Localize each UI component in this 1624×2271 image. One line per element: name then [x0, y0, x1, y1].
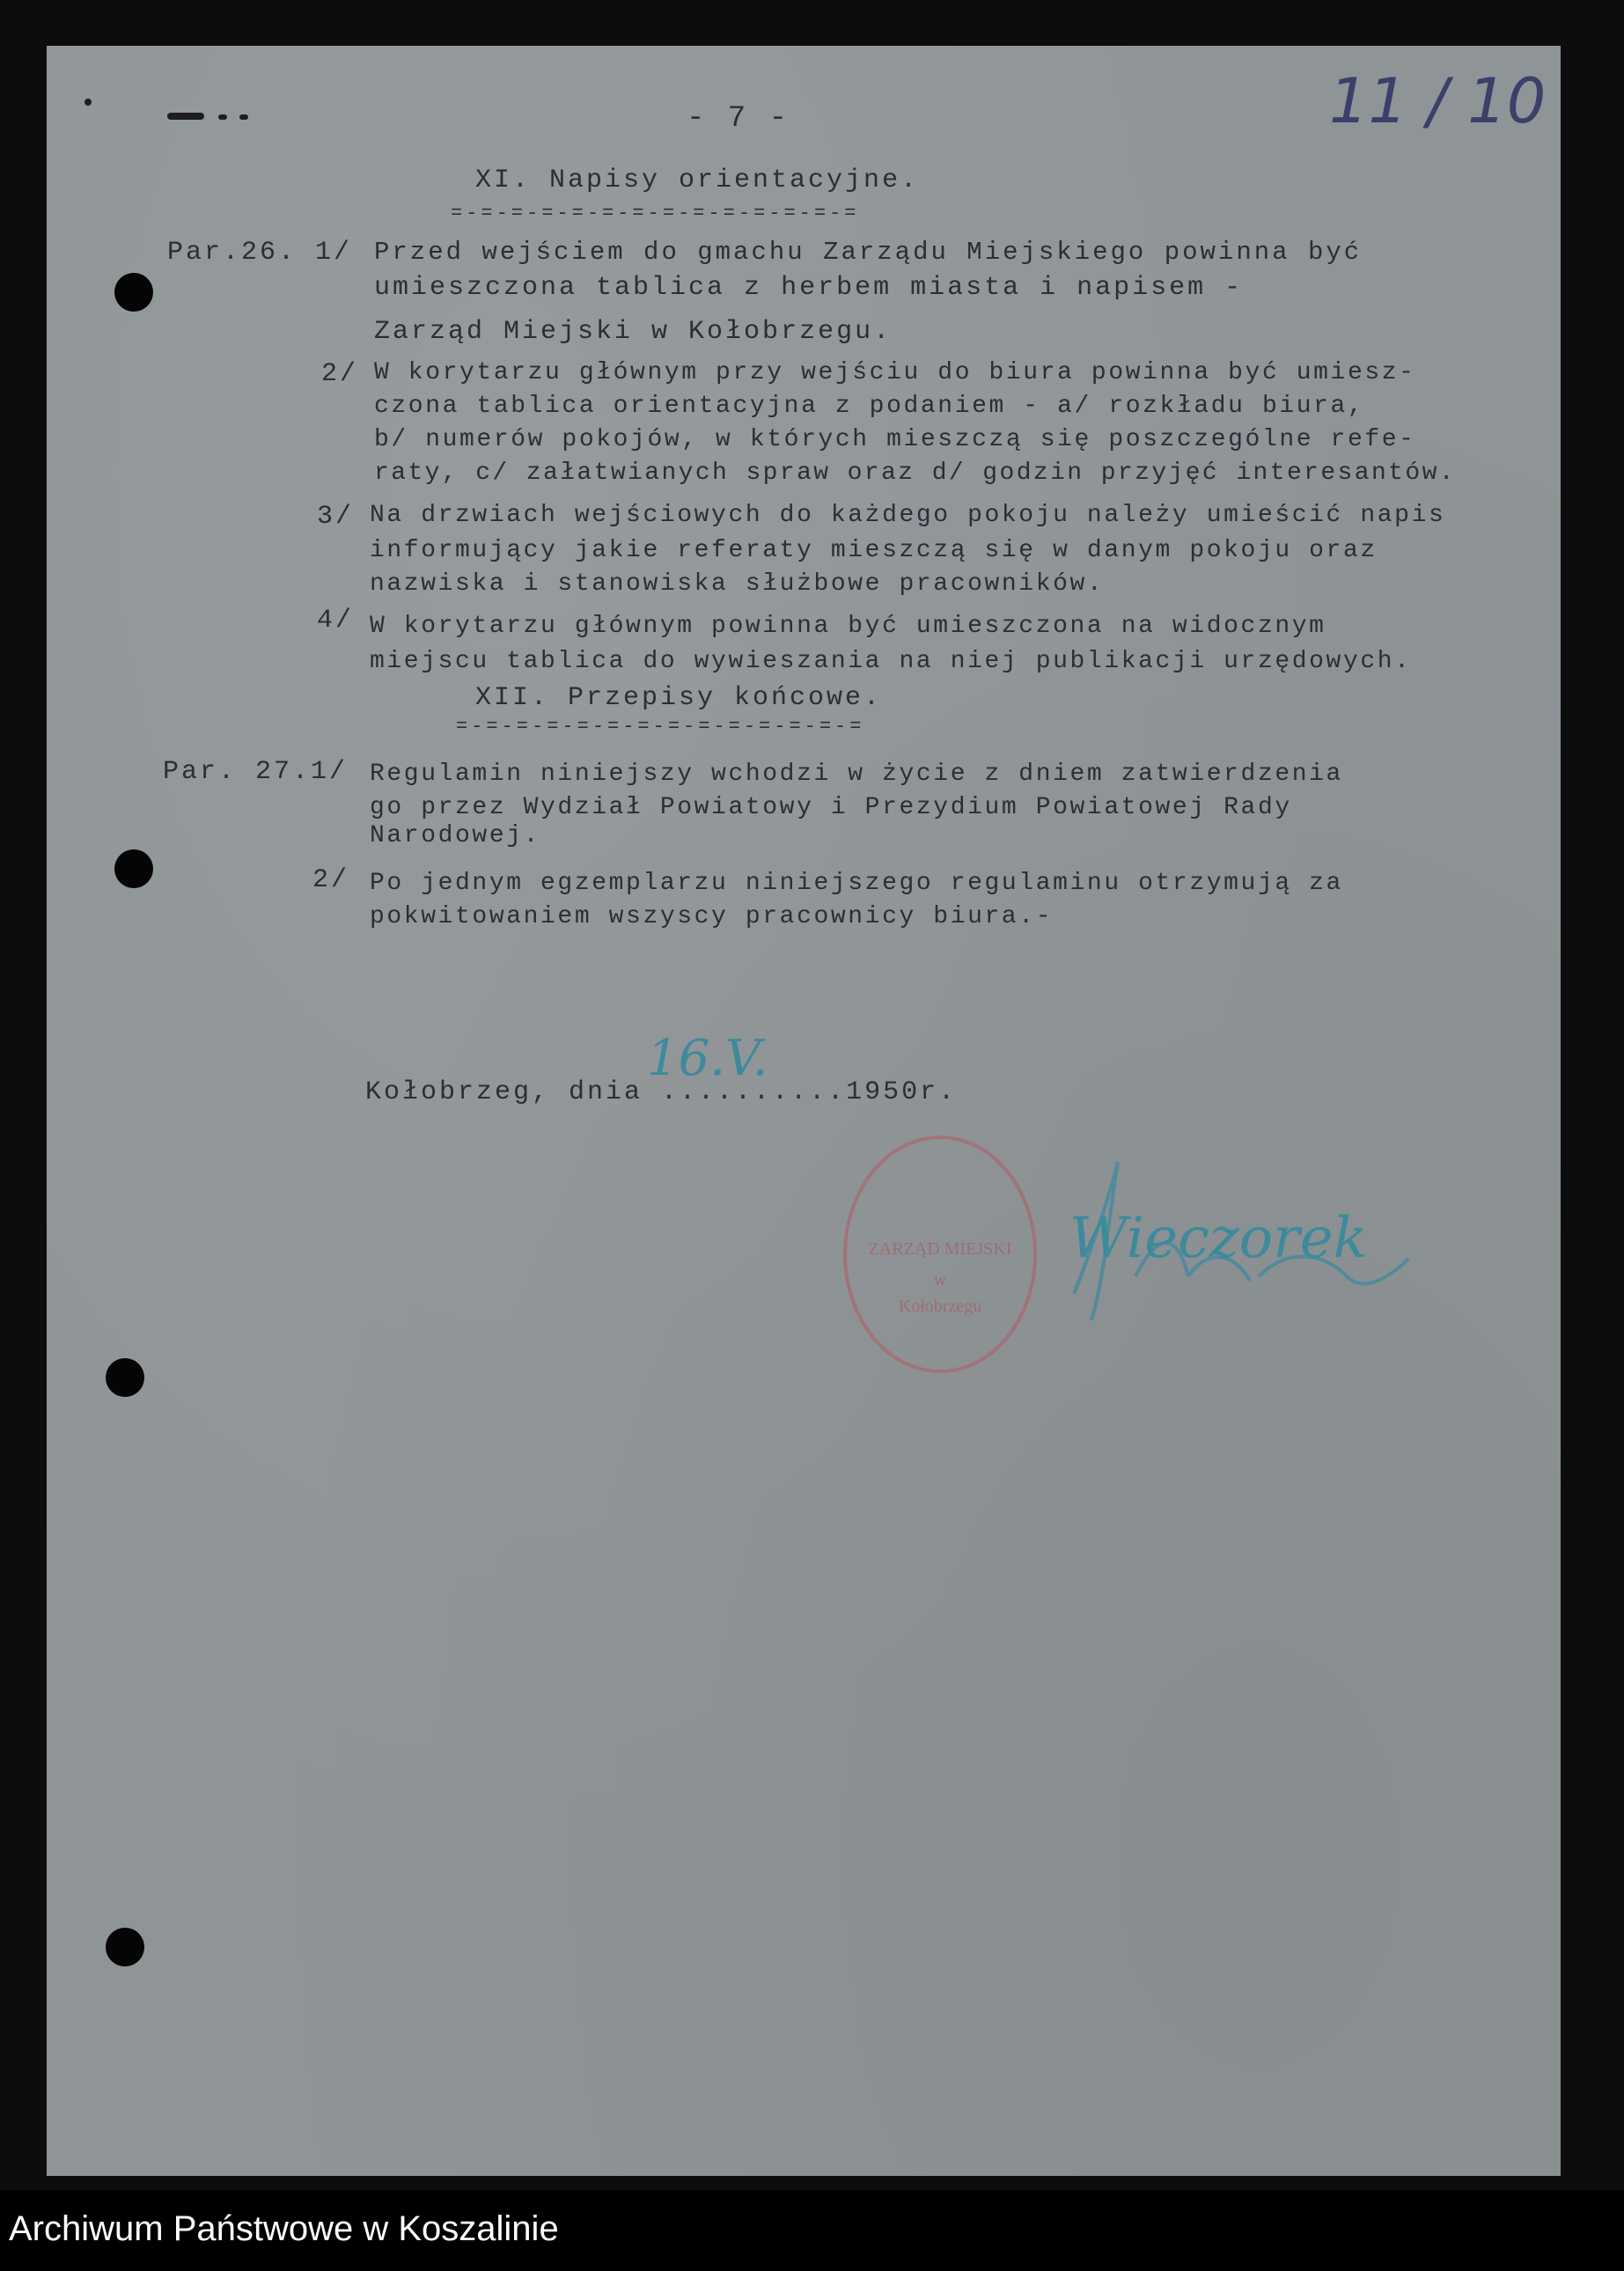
par26-line: Przed wejściem do gmachu Zarządu Miejskiego powinna być [374, 238, 1363, 267]
par27-line: go przez Wydział Powiatowy i Prezydium Powiatowej Rady [370, 794, 1292, 821]
par26-line: Zarząd Miejski w Kołobrzegu. [374, 317, 893, 347]
signature: Wieczorek [1069, 1206, 1368, 1271]
par27-item2-line: pokwitowaniem wszyscy pracownicy biura.- [370, 903, 1054, 930]
office-stamp [843, 1136, 1037, 1373]
par26-item4-label: 4/ [317, 606, 355, 636]
par27-item2-line: Po jednym egzemplarzu niniejszego regulaminu otrzymują za [370, 870, 1343, 897]
par26-line: umieszczona tablica z herbem miasta i napisem - [374, 273, 1244, 303]
par26-item3-line: Na drzwiach wejściowych do każdego pokoju należy umieścić napis [370, 502, 1446, 529]
ink-mark [239, 114, 248, 120]
ink-mark [218, 114, 227, 120]
par26-item2-label: 2/ [321, 359, 359, 389]
signature-flourish [1056, 1144, 1426, 1408]
date-handwritten: 16.V. [647, 1030, 768, 1087]
ink-mark [85, 99, 92, 106]
par26-item2-line: czona tablica orientacyjna z podaniem - a/ rozkładu biura, [374, 393, 1365, 420]
par27-item2-label: 2/ [312, 865, 350, 895]
punch-hole [106, 1928, 144, 1966]
section-xi-separator: =-=-=-=-=-=-=-=-=-=-=-=-=-= [451, 202, 860, 224]
par27-label: Par. 27.1/ [163, 757, 349, 787]
par27-line: Regulamin niniejszy wchodzi w życie z dniem zatwierdzenia [370, 761, 1343, 788]
par26-item3-line: informujący jakie referaty mieszczą się w danym pokoju oraz [370, 537, 1378, 564]
section-xi-heading: XI. Napisy orientacyjne. [475, 165, 920, 195]
par26-label: Par.26. 1/ [167, 238, 353, 268]
par26-item4-line: miejscu tablica do wywieszania na niej publikacji urzędowych. [370, 648, 1412, 675]
stamp-line: Kołobrzegu [898, 1297, 982, 1316]
punch-hole [114, 273, 153, 312]
par26-item2-line: raty, c/ załatwianych spraw oraz d/ godzin przyjęć interesantów. [374, 459, 1456, 487]
section-xii-heading: XII. Przepisy końcowe. [475, 683, 883, 713]
stamp-line: w [933, 1270, 947, 1290]
archive-name: Archiwum Państwowe w Koszalinie [9, 2209, 559, 2248]
par26-item4-line: W korytarzu głównym powinna być umieszczona na widocznym [370, 613, 1326, 640]
section-xii-separator: =-=-=-=-=-=-=-=-=-=-=-=-=-= [456, 716, 865, 738]
par26-item3-label: 3/ [317, 502, 355, 532]
date-line: Kołobrzeg, dnia ..........1950r. [365, 1077, 958, 1107]
ink-mark [167, 113, 204, 120]
punch-hole [114, 849, 153, 888]
par26-item2-line: W korytarzu głównym przy wejściu do biura powinna być umiesz- [374, 359, 1416, 386]
par26-item2-line: b/ numerów pokojów, w których mieszczą się poszczególne refe- [374, 426, 1416, 453]
page-number: - 7 - [687, 102, 790, 136]
punch-hole [106, 1358, 144, 1397]
par27-line: Narodowej. [370, 822, 541, 849]
stamp-line: ZARZĄD MIEJSKI [868, 1239, 1012, 1259]
folio-number: 11 / 10 [1329, 65, 1547, 137]
par26-item3-line: nazwiska i stanowiska służbowe pracowników. [370, 570, 1105, 598]
